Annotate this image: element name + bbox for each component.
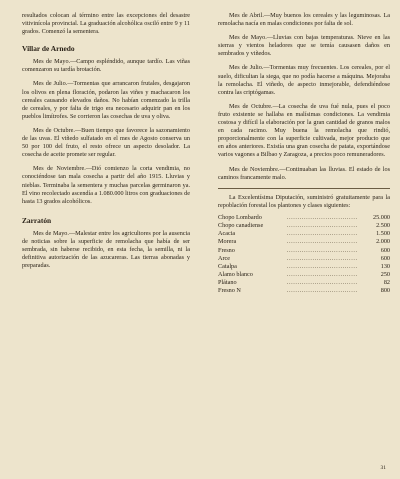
leader-dots: ................................. bbox=[286, 262, 358, 270]
tree-name: Alamo blanco bbox=[218, 270, 253, 278]
tree-name: Fresno bbox=[218, 246, 235, 254]
diputacion-paragraph: La Excelentísima Diputación, suministró gratuitamente para la repoblación forestal los plantones y clases siguientes: bbox=[218, 193, 390, 209]
leader-dots: ................................. bbox=[286, 213, 358, 221]
section-heading-zarraton: Zarratón bbox=[22, 215, 52, 225]
leader-dots: ................................. bbox=[286, 230, 358, 238]
intro-paragraph: resultados colocan al término entre las excepciones del desastre vitivinícola provincial. La graduación alcohólica osciló entre 9 y 11 grados. Comenzó la sementera. bbox=[22, 12, 190, 36]
table-row bbox=[218, 222, 390, 230]
arnedo-noviembre-paragraph: Mes de Noviembre.—Dió comienzo la corta vendimia, no conociéndose tan mala cosecha a partir del año 1915. Lluvias y nieblas. Terminaba la sementera y muchas parcelas germinaron ya. El vino recolectado ascendía a 1.080.000 litros con graduaciones de hasta 13 grados alcohólicos. bbox=[22, 165, 190, 205]
tree-quantity: 130 bbox=[380, 262, 390, 270]
table-row bbox=[218, 230, 390, 238]
table-row bbox=[218, 287, 390, 295]
table-row bbox=[218, 271, 390, 279]
zarraton-abril-paragraph: Mes de Abril.—Muy buenos los cereales y las leguminosas. La remolacha nacía en malas condiciones por falta de sol. bbox=[218, 12, 390, 28]
left-column bbox=[22, 12, 190, 270]
leader-dots: ................................. bbox=[286, 279, 358, 287]
leader-dots: ................................. bbox=[286, 287, 358, 295]
leader-dots: ................................. bbox=[286, 222, 358, 230]
tree-name: Arce bbox=[218, 254, 231, 262]
table-row bbox=[218, 279, 390, 287]
tree-quantity: 600 bbox=[380, 246, 390, 254]
table-row bbox=[218, 263, 390, 271]
leader-dots: ................................. bbox=[286, 238, 358, 246]
tree-quantity: 1.500 bbox=[376, 230, 390, 238]
tree-quantity: 82 bbox=[383, 279, 390, 287]
tree-quantity: 25.000 bbox=[372, 213, 390, 221]
leader-dots: ................................. bbox=[286, 270, 358, 278]
tree-name: Chopo Lombardo bbox=[218, 213, 262, 221]
arnedo-mayo-paragraph: Mes de Mayo.—Campo espléndido, aunque tardío. Las viñas comenzaron su tardía brotación. bbox=[22, 58, 190, 74]
table-row bbox=[218, 247, 390, 255]
page-number: 31 bbox=[380, 465, 386, 471]
tree-quantity: 2.500 bbox=[376, 222, 390, 230]
tree-name: Fresno N bbox=[218, 287, 241, 295]
tree-quantity: 2.000 bbox=[376, 238, 390, 246]
zarraton-octubre-paragraph: Mes de Octubre.—La cosecha de uva fué nula, pues el poco fruto existente se hallaba en malísimas condiciones. La vendimia costosa y difícil la elaboración por la gran cantidad de granos malos en cada racimo. Muy buena la remolacha que rindió, proporcionalmente con la superficie cultivada, mejor producto que en años anteriores. Existía una gran cosecha de patata, exportándose varios vagones a Bilbao y Zaragoza, a precios poco remuneradores. bbox=[218, 102, 390, 159]
table-row bbox=[218, 255, 390, 263]
tree-quantity: 800 bbox=[380, 287, 390, 295]
tree-name: Chopo canadiense bbox=[218, 222, 264, 230]
leader-dots: ................................. bbox=[286, 246, 358, 254]
zarraton-noviembre-paragraph: Mes de Noviembre.—Continuaban las lluvias. El estado de los caminos francamente malo. bbox=[218, 165, 390, 181]
arnedo-julio-paragraph: Mes de Julio.—Tormentas que arrancaron frutales, desgajaron los olivos en plena floración, podaron las viñes y machacaron los cereales causando elevados daños. No habían comenzado la trilla de cereales, y por falta de trigo era necesario adquirir pan en los pueblos limítrofes. Se corrieron las cosechas de uva y oliva. bbox=[22, 80, 190, 120]
tree-name: Morera bbox=[218, 238, 237, 246]
table-row bbox=[218, 214, 390, 222]
section-divider bbox=[218, 188, 390, 189]
zarraton-mayo-paragraph: Mes de Mayo.—Malestar entre los agricultores por la ausencia de noticias sobre la superficie de remolacha que había de ser sembrada, sin haberse recibido, en esta fecha, la semilla, ni la definitiva autorización de las azucareras. Las tierras abonadas y preparadas. bbox=[22, 229, 190, 270]
arnedo-octubre-paragraph: Mes de Octubre.—Buen tiempo que favorece la sazonamiento de las uvas. El viñedo sulfatado en el mes de Agosto conserva un 50 por 100 del fruto, el resto ofrece un aspecto desolador. La cosecha de aceite promete ser regular. bbox=[22, 126, 190, 159]
section-heading-villar-de-arnedo: Villar de Arnedo bbox=[22, 44, 75, 54]
tree-name: Catalpa bbox=[218, 262, 237, 270]
zarraton-julio-paragraph: Mes de Julio.—Tormentas muy frecuentes. Los cereales, por el suelo, dificultan la siega, que no podía hacerse a máquina. Mejoraba la remolacha. El viñedo, de aspecto inmejorable, defendiéndose contra las criptógamas. bbox=[218, 64, 390, 96]
table-row bbox=[218, 238, 390, 246]
tree-quantity: 600 bbox=[380, 254, 390, 262]
tree-name: Acacia bbox=[218, 230, 236, 238]
right-column bbox=[218, 12, 390, 295]
tree-name: Plátano bbox=[218, 279, 237, 287]
zarraton-mayo-weather-paragraph: Mes de Mayo.—Lluvias con bajas temperaturas. Nieve en las sierras y vientos heladores que se temía causasen daños en sembrados y viñedos. bbox=[218, 34, 390, 58]
tree-quantity: 250 bbox=[380, 270, 390, 278]
leader-dots: ................................. bbox=[286, 254, 358, 262]
tree-seedlings-table bbox=[218, 214, 390, 296]
